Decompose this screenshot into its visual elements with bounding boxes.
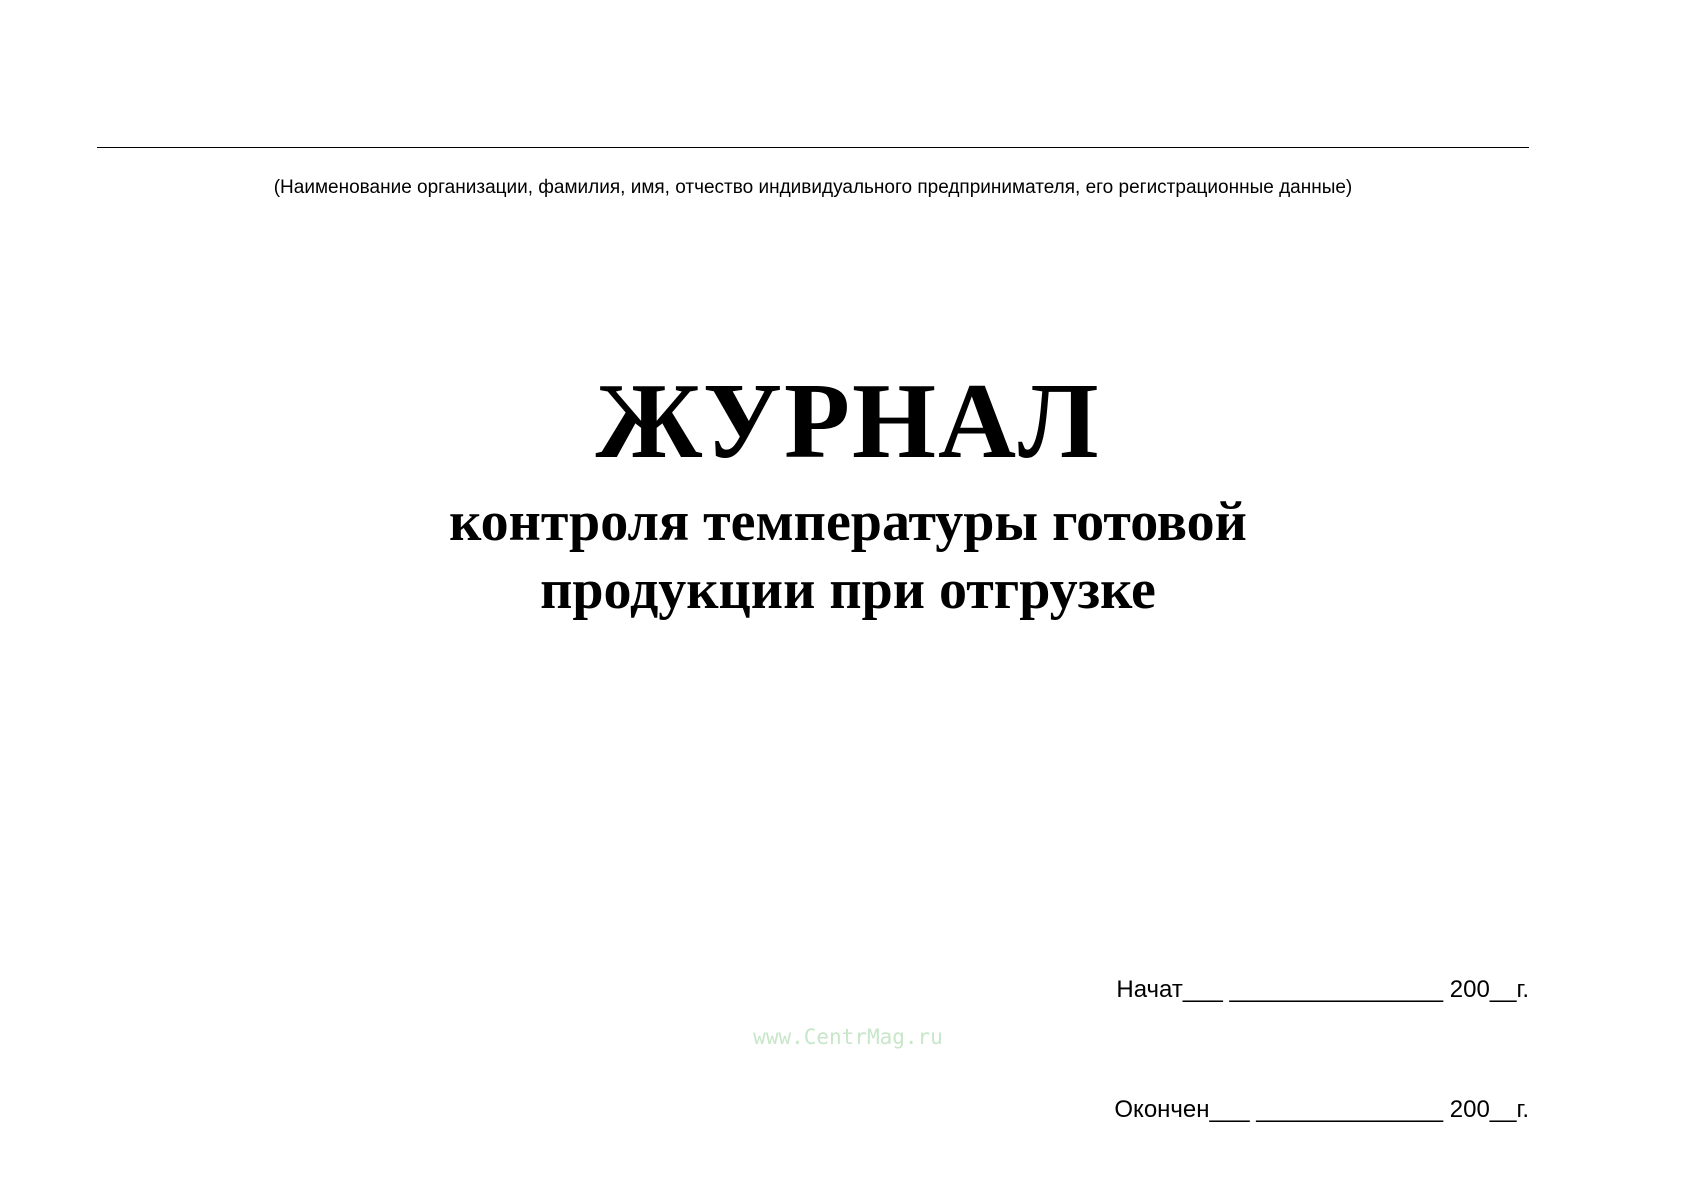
organization-name-line (97, 147, 1529, 148)
organization-caption: (Наименование организации, фамилия, имя, отчество индивидуального предпринимателя, его регистрационные данные) (273, 177, 1353, 198)
journal-subtitle-line-2: продукции при отгрузке (540, 559, 1156, 621)
journal-subtitle-line-1: контроля температуры готовой (449, 491, 1247, 553)
journal-title: ЖУРНАЛ (595, 362, 1101, 481)
journal-subtitle (0, 488, 1696, 624)
start-date-line: Начат___ ________________ 200__г. (1116, 976, 1529, 1003)
end-date-line: Окончен___ ______________ 200__г. (1114, 1096, 1529, 1123)
watermark: www.CentrMag.ru (753, 1025, 943, 1049)
